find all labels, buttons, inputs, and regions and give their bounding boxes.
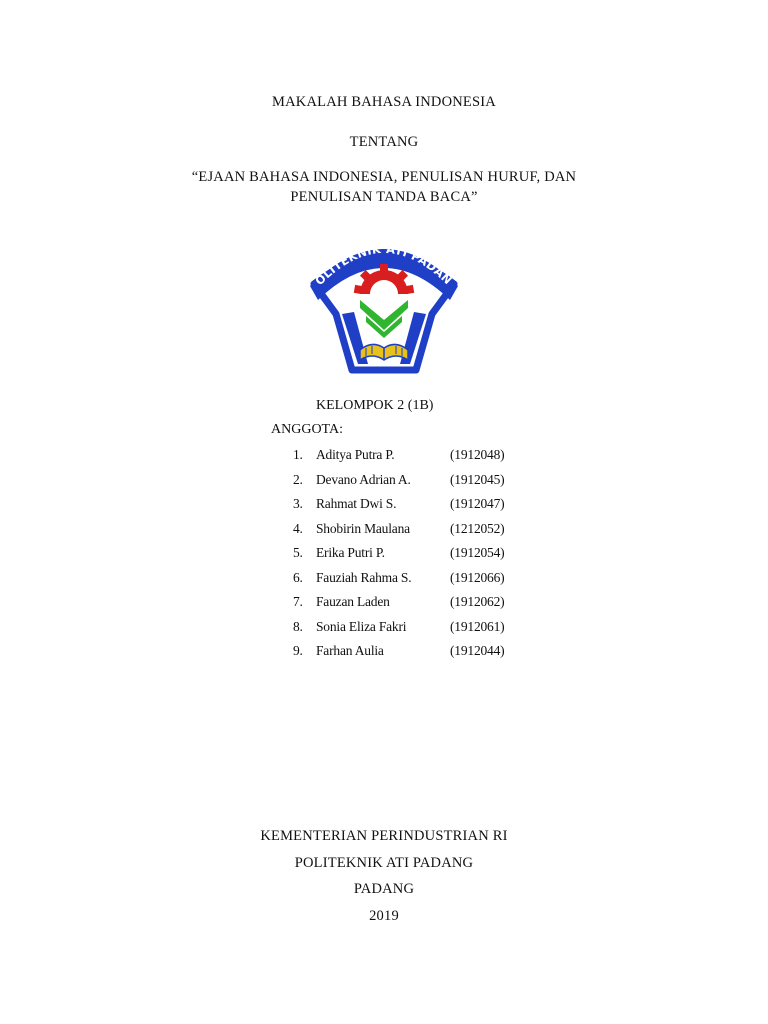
list-item: [0, 521, 768, 539]
politeknik-ati-padang-logo: [304, 222, 464, 376]
member-number: 5.: [293, 545, 303, 560]
document-subtitle: TENTANG: [349, 134, 419, 150]
topic-line-2: PENULISAN TANDA BACA”: [290, 189, 478, 205]
city-name: PADANG: [353, 881, 415, 897]
member-nim: (1912045): [450, 471, 505, 487]
member-number: 1.: [293, 447, 303, 462]
member-number: 7.: [293, 594, 303, 609]
member-name: Erika Putri P.: [316, 545, 385, 560]
list-item: [0, 447, 768, 465]
ministry-name: KEMENTERIAN PERINDUSTRIAN RI: [260, 828, 508, 844]
member-nim: (1912062): [450, 594, 505, 609]
member-nim: (1912061): [450, 618, 505, 634]
member-nim: (1912044): [450, 643, 505, 658]
member-number: 3.: [293, 496, 303, 511]
member-nim: (1912054): [450, 545, 505, 560]
list-item: [0, 472, 768, 490]
member-number: 2.: [293, 471, 303, 487]
document-year: 2019: [369, 908, 399, 924]
member-nim: (1912048): [450, 447, 505, 462]
member-nim: (1912047): [450, 496, 505, 511]
member-nim: (1912066): [450, 569, 505, 585]
member-name: Devano Adrian A.: [316, 471, 411, 487]
member-number: 6.: [293, 569, 303, 585]
group-label: KELOMPOK 2 (1B): [316, 398, 434, 413]
list-item: [0, 594, 768, 612]
member-nim: (1212052): [450, 520, 505, 536]
member-number: 4.: [293, 520, 303, 536]
member-name: Aditya Putra P.: [316, 447, 395, 462]
document-title: MAKALAH BAHASA INDONESIA: [272, 94, 496, 110]
member-name: Rahmat Dwi S.: [316, 496, 397, 511]
member-name: Shobirin Maulana: [316, 520, 410, 536]
member-name: Sonia Eliza Fakri: [316, 618, 407, 634]
member-name: Fauziah Rahma S.: [316, 569, 412, 585]
members-heading: ANGGOTA:: [271, 422, 343, 437]
topic-line-1: “EJAAN BAHASA INDONESIA, PENULISAN HURUF, DAN: [191, 169, 577, 185]
svg-text:POLITEKNIK ATI PADANG: OLITEKNIK ATI PADAN: [312, 241, 456, 289]
list-item: [0, 496, 768, 514]
list-item: [0, 570, 768, 588]
member-name: Farhan Aulia: [316, 643, 384, 658]
list-item: [0, 545, 768, 563]
institution-name: POLITEKNIK ATI PADANG: [294, 855, 474, 871]
member-number: 8.: [293, 618, 303, 634]
list-item: [0, 619, 768, 637]
list-item: [0, 643, 768, 661]
member-name: Fauzan Laden: [316, 594, 390, 609]
member-number: 9.: [293, 643, 303, 658]
